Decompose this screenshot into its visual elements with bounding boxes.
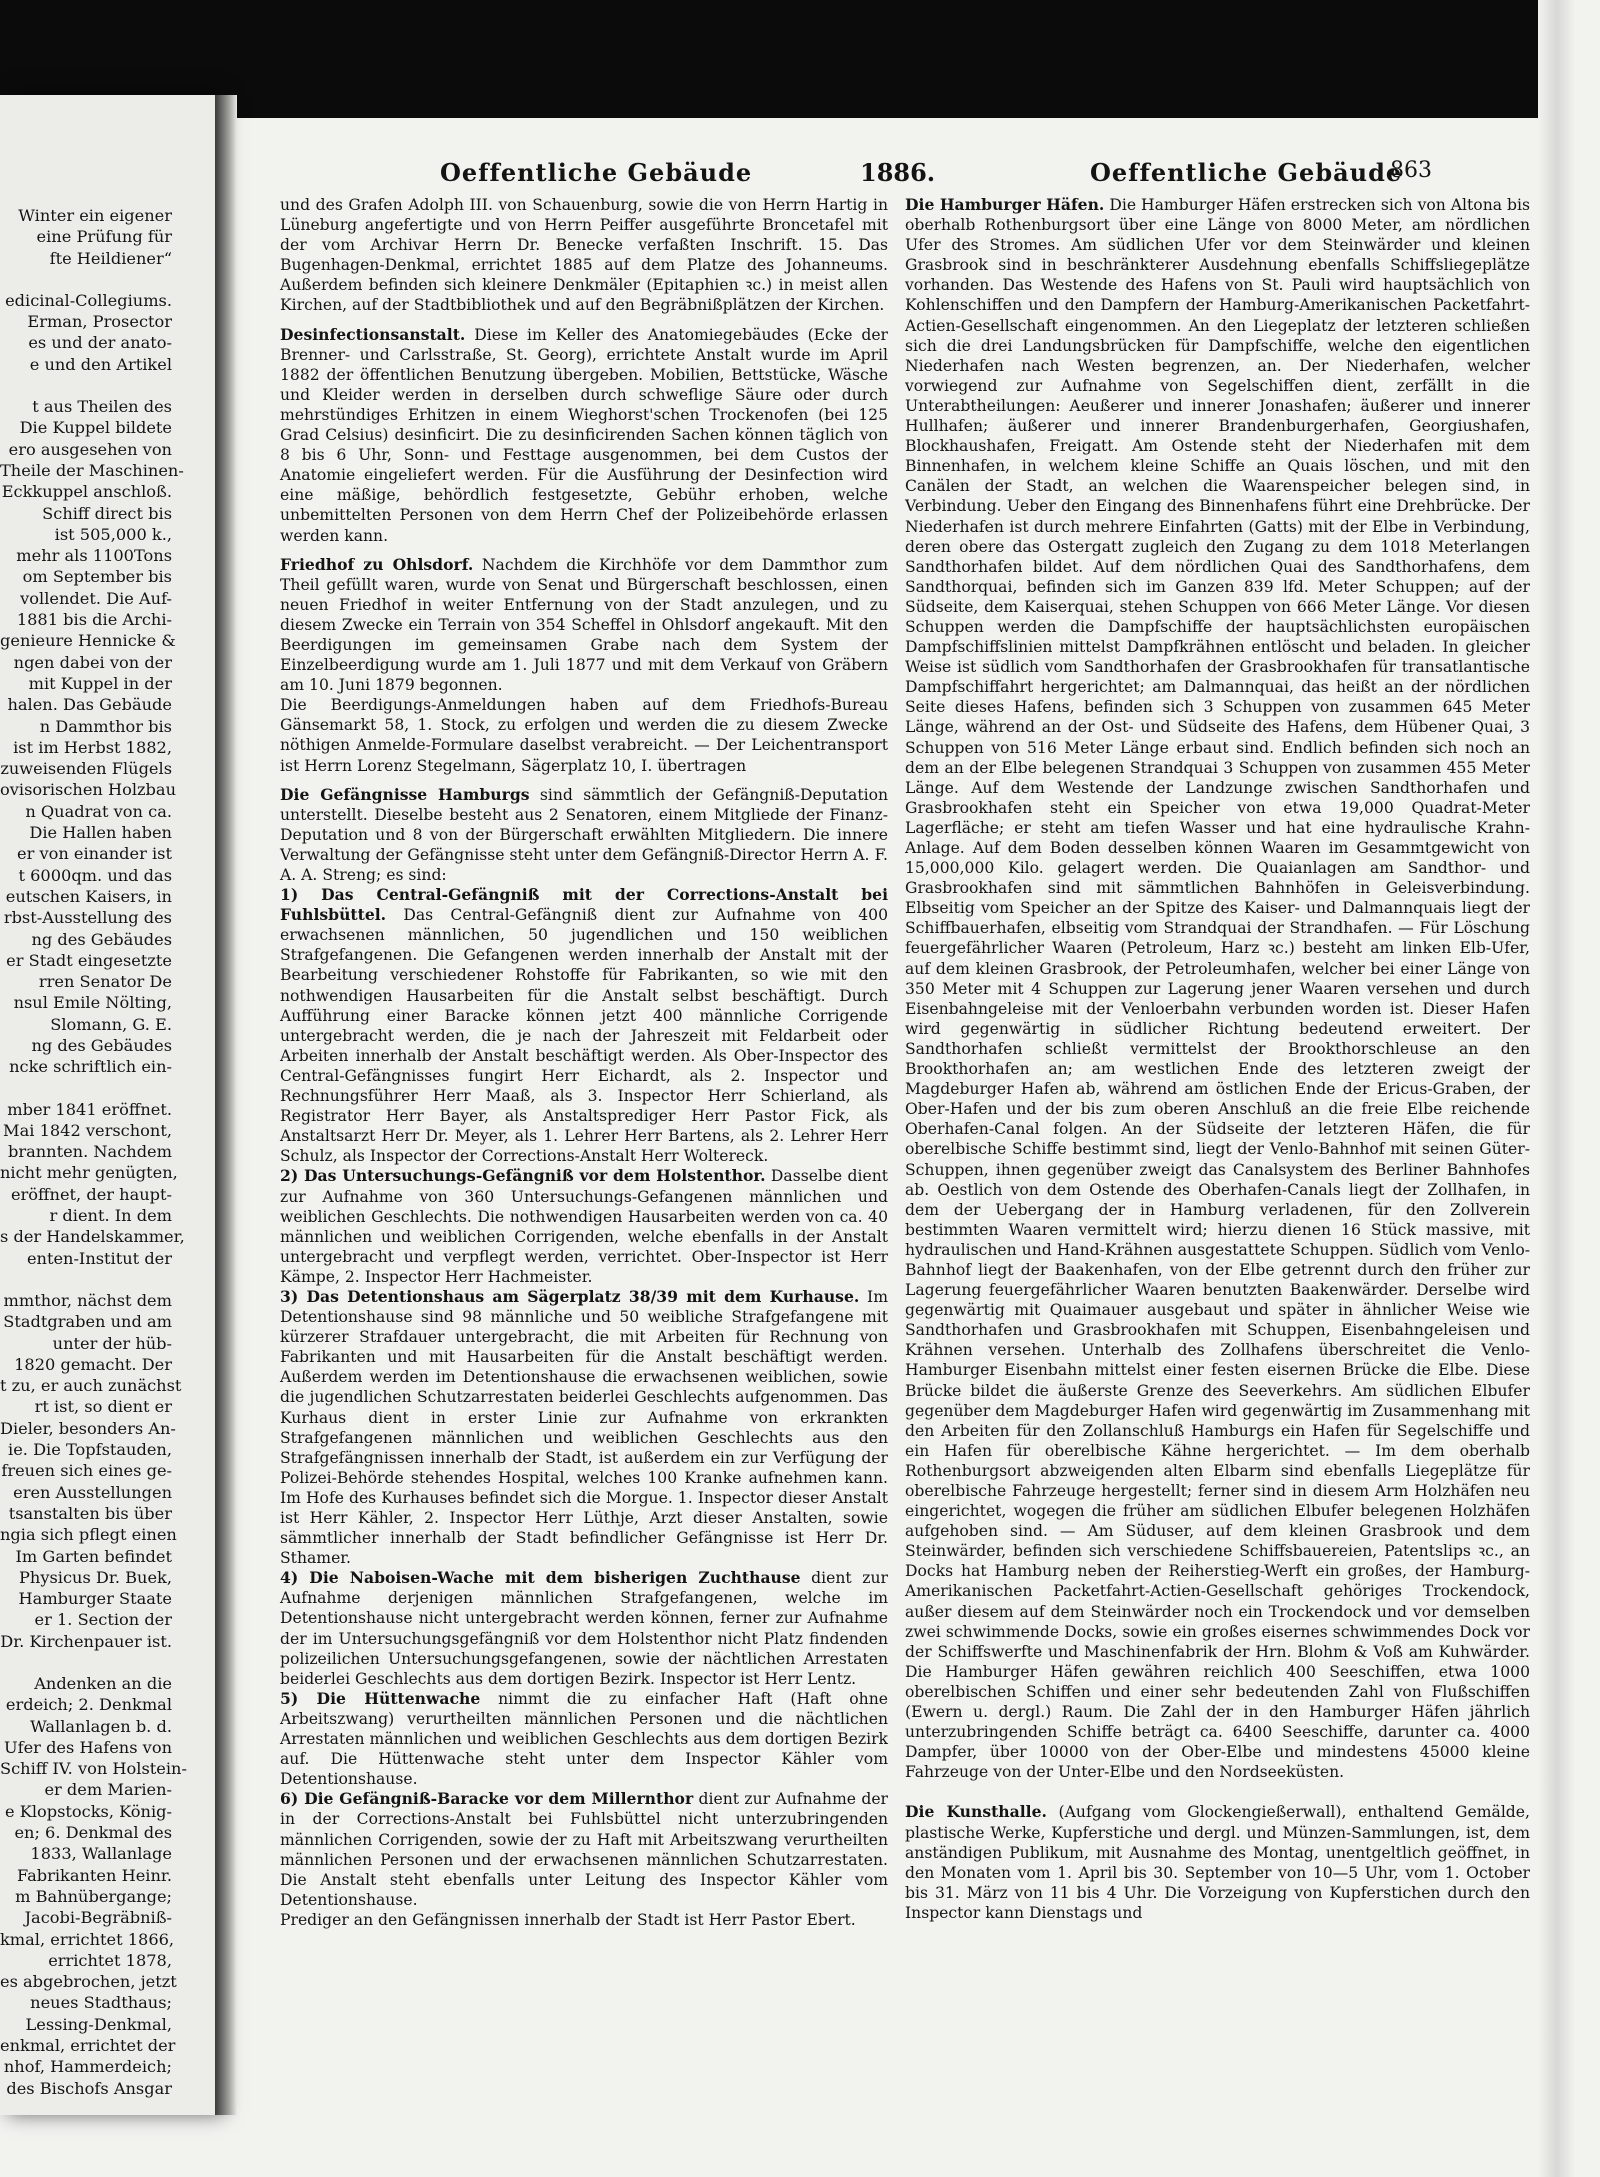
left-page-line: mber 1841 eröffnet. — [7, 1099, 172, 1119]
section-body: sind sämmtlich der Gefängniß-Deputation unterstellt. Dieselbe besteht aus 2 Senatoren, einem Mitgliede der Finanz-Deputation und 8 von der Bürgerschaft erwählten Mitgliedern. Die innere Verwaltung der Gefängnisse steht unter dem Gefängniß-Director Herrn A. F. A. A. Streng; es sind: — [280, 785, 888, 884]
left-page-line: n Dammthor bis — [39, 716, 172, 736]
left-page-line: Schiff direct bis — [42, 503, 172, 523]
left-page-line: ngia sich pflegt einen — [0, 1525, 177, 1545]
left-page-line: er von einander ist — [17, 844, 172, 864]
left-page-line: Slomann, G. E. — [50, 1014, 172, 1034]
left-page-line: eren Ausstellungen — [13, 1482, 172, 1502]
left-page-line: enkmal, errichtet der — [0, 2036, 176, 2056]
gefaengnis-5 — [280, 1689, 888, 1789]
left-page-line: errichtet 1878, — [48, 1950, 172, 1970]
left-page-gap — [0, 269, 215, 290]
item-body: nimmt die zu einfacher Haft (Haft ohne Arbeitszwang) verurtheilten männlichen Personen und die nächtlichen Arrestaten männlichen und weiblichen Geschlechts aus dem dortigen Bezirk auf. Die Hüttenwache steht unter dem Inspector Kähler vom Detentionshause. — [280, 1689, 888, 1789]
left-page-line: es abgebrochen, jetzt — [0, 1972, 177, 1992]
left-page-line: neues Stadthaus; — [30, 1993, 172, 2013]
left-page-line: Die Kuppel bildete — [19, 418, 172, 438]
left-page-line: Physicus Dr. Buek, — [19, 1567, 172, 1587]
left-page-line: ng des Gebäudes — [31, 1035, 172, 1055]
denkmal-continuation: und des Grafen Adolph III. von Schauenburg, sowie die von Herrn Hartig in Lüneburg angefertigte und von Herrn Peiffer ausgeführte Broncetafel mit der vom Archivar Herrn Dr. Benecke verfaßten Inschrift. 15. Das Bugenhagen-Denkmal, errichtet 1885 auf dem Platze des Johanneums. Außerdem befinden sich kleinere Denkmäler (Epitaphien ꝛc.) in meist allen Kirchen, auf der Stadtbibliothek und auf den Begräbnißplätzen der Kirchen. — [280, 196, 888, 315]
friedhof-paragraph — [280, 555, 888, 696]
left-page-line: vollendet. Die Auf- — [20, 588, 172, 608]
left-page-text — [0, 95, 215, 2099]
left-page-line: t 6000qm. und das — [18, 865, 172, 885]
item-body: dient zur Aufnahme der in der Corrections-Anstalt bei Fuhlsbüttel nicht unterzubringenden männlichen Corrigenden, sowie der zu Haft mit Arbeitszwang verurtheilten männlichen Personen und der erwachsenen männlichen Schutzarrestaten. Die Anstalt steht ebenfalls unter Leitung des Inspector Kähler vom Detentionshause. — [280, 1790, 889, 1909]
prediger-paragraph: Prediger an den Gefängnissen innerhalb der Stadt ist Herr Pastor Ebert. — [280, 1910, 856, 1929]
left-page-line: ist im Herbst 1882, — [13, 737, 172, 757]
left-page-gap — [0, 375, 215, 396]
left-page-line: mmthor, nächst dem — [3, 1290, 172, 1310]
left-page-line: ie. Die Topfstauden, — [8, 1440, 172, 1460]
gefaengnis-3 — [280, 1287, 888, 1568]
left-page-line: ngen dabei von der — [13, 652, 172, 672]
left-page-line: edicinal-Collegiums. — [5, 290, 172, 310]
left-page-line: des Bischofs Ansgar — [6, 2078, 172, 2098]
friedhof-paragraph-2: Die Beerdigungs-Anmeldungen haben auf dem Friedhofs-Bureau Gänsemarkt 58, 1. Stock, zu erfolgen und werden die zu diesem Zwecke nöthigen Anmelde-Formulare daselbst verabreicht. — Der Leichentransport ist Herrn Lorenz Stegelmann, Sägerplatz 10, I. übertragen — [280, 696, 888, 775]
left-page-line: r dient. In dem — [49, 1206, 172, 1226]
left-page-line: Mai 1842 verschont, — [3, 1120, 172, 1140]
left-page-line: rren Senator De — [38, 972, 172, 992]
haefen-paragraph — [905, 195, 1530, 1782]
item-body: Im Detentionshause sind 98 männliche und 50 weibliche Strafgefangene mit kürzerer Strafdauer untergebracht, die mit Arbeiten für Rechnung von Fabrikanten und mit Hausarbeiten für die Anstalt beschäftigt werden. Außerdem werden im Detentionshause die erwachsenen weiblichen, sowie die jugendlichen Schutzarrestaten beiderlei Geschlechts aufgenommen. Das Kurhaus dient in erster Linie zur Aufnahme von erkrankten Strafgefangenen männlichen und weiblichen Geschlechts aus den Strafgefängnissen innerhalb der Stadt, ist außerdem ein zur Verfügung der Polizei-Behörde stehendes Hospital, welches 100 Kranke aufnehmen kann. Im Hofe des Kurhauses befindet sich die Morgue. 1. Inspector dieser Anstalt ist Herr Kähler, 2. Inspector Herr Lüthje, Arzt dieser Anstalten, sowie sämmtlicher innerhalb der Stadt befindlicher Gefängnisse ist Herr Dr. Sthamer. — [280, 1287, 889, 1568]
item-body: Dasselbe dient zur Aufnahme von 360 Untersuchungs-Gefangenen männlichen und weiblichen Geschlechts. Die nothwendigen Hausarbeiten werden von ca. 40 männlichen und weiblichen Corrigenden, welche ebenfalls in der Anstalt untergebracht und verpflegt werden, verrichtet. Ober-Inspector ist Herr Kämpe, 2. Inspector Herr Hachmeister. — [280, 1167, 889, 1286]
left-page-line: er 1. Section der — [34, 1610, 172, 1630]
left-page-line: Fabrikanten Heinr. — [16, 1865, 172, 1885]
left-page-line: e Klopstocks, König- — [5, 1801, 172, 1821]
left-page-line: Winter ein eigener — [18, 206, 172, 225]
left-page-line: Stadtgraben und am — [3, 1312, 172, 1332]
left-page-line: enten-Institut der — [26, 1248, 172, 1268]
left-page-line: ero ausgesehen von — [8, 439, 172, 459]
left-page-line: er Stadt eingesetzte — [6, 950, 172, 970]
left-page-line: erdeich; 2. Denkmal — [5, 1695, 172, 1715]
left-page-line: t zu, er auch zunächst — [0, 1376, 182, 1396]
page-header — [270, 158, 1570, 192]
left-page-line: m Bahnübergange; — [15, 1886, 172, 1906]
gefaengnis-2 — [280, 1166, 888, 1287]
left-page-line: er dem Marien- — [44, 1780, 172, 1800]
left-page-line: 1881 bis die Archi- — [16, 610, 172, 630]
section-body: Diese im Keller des Anatomiegebäudes (Ecke der Brenner- und Carlsstraße, St. Georg), errichtete Anstalt wurde im April 1882 der öffentlichen Benutzung übergeben. Mobilien, Bettstücke, Wäsche und Kleider werden in derselben durch schweflige Säure oder durch mehrstündiges Erhitzen in einem Wieghorst'schen Trockenofen (bei 125 Grad Celsius) desinficirt. Die zu desinficirenden Sachen können täglich von 8 bis 6 Uhr, Sonn- und Festtage ausgenommen, bei dem Custos der Anatomie eingeliefert werden. Für die Ausführung der Desinfection wird eine mäßige, behördlich festgesetzte, Gebühr erhoben, welche unbemittelten Personen von dem Herrn Chef der Polizeibehörde erlassen werden kann. — [280, 325, 888, 545]
left-page-line: Wallanlagen b. d. — [30, 1716, 172, 1736]
left-page-line: Schiff IV. von Holstein- — [0, 1759, 187, 1779]
item-heading: 2) Das Untersuchungs-Gefängniß vor dem Holstenthor. — [280, 1166, 766, 1186]
left-page-line: kmal, errichtet 1866, — [0, 1929, 175, 1949]
running-title-left: Oeffentliche Gebäude — [440, 158, 753, 187]
left-page-fragment — [0, 95, 216, 2115]
left-page-line: rbst-Ausstellung des — [3, 908, 172, 928]
left-page-line: Lessing-Denkmal, — [25, 2014, 172, 2034]
left-page-line: ng des Gebäudes — [31, 929, 172, 949]
section-body: Nachdem die Kirchhöfe vor dem Dammthor zum Theil gefüllt waren, wurde von Senat und Bürgerschaft beschlossen, einen neuen Friedhof in weiter Entfernung von der Stadt anzulegen, und zu diesem Zwecke ein Terrain von 354 Scheffel in Ohlsdorf angekauft. Mit den Beerdigungen im gemeinsamen Grabe nach dem System der Einzelbeerdigung wurde am 1. Juli 1877 und mit dem Verkauf von Gräbern am 10. Juni 1879 begonnen. — [280, 555, 888, 695]
item-body: Das Central-Gefängniß dient zur Aufnahme von 400 erwachsenen männlichen, 50 jugendlichen und 150 weiblichen Strafgefangenen. Die Gefangenen werden innerhalb der Anstalt mit der Bearbeitung verschiedener Rohstoffe für Fabrikanten, so wie mit den nothwendigen Hausarbeiten für die Anstalt selbst beschäftigt. Durch Aufführung einer Baracke können jetzt 400 männliche Corrigende untergebracht werden, die je nach der Jahreszeit mit Feldarbeit oder Arbeiten innerhalb der Anstalt beschäftigt werden. Als Ober-Inspector des Central-Gefängnisses fungirt Herr Eichardt, als 2. Inspector und Rechnungsführer Herr Maaß, als 3. Inspector Herr Schierland, als Registrator Herr Bayer, als Anstaltsprediger Herr Pastor Fick, als Anstaltsarzt Herr Dr. Meyer, als 1. Lehrer Herr Bartens, als 2. Lehrer Herr Schulz, als Inspector der Corrections-Anstalt Herr Woltereck. — [280, 906, 888, 1166]
left-page-line: Erman, Prosector — [27, 312, 172, 332]
left-page-line: rt ist, so dient er — [34, 1397, 172, 1417]
left-page-line: freuen sich eines ge- — [1, 1461, 172, 1481]
scan-border-right — [1538, 0, 1600, 2177]
left-page-line: n Quadrat von ca. — [25, 801, 172, 821]
column-left — [280, 195, 888, 1930]
column-right — [905, 195, 1530, 1923]
item-heading: 6) Die Gefängniß-Baracke vor dem Millernthor — [280, 1789, 694, 1809]
book-gutter — [215, 95, 237, 2115]
left-page-line: fte Heildiener“ — [49, 248, 172, 268]
gefaengnis-4 — [280, 1568, 888, 1689]
item-heading: 3) Das Detentionshaus am Sägerplatz 38/39 mit dem Kurhause. — [280, 1286, 860, 1306]
left-page-line: mehr als 1100Tons — [16, 546, 172, 566]
left-page-line: nicht mehr genügten, — [0, 1163, 178, 1183]
left-page-gap — [0, 1269, 215, 1290]
gefaengnis-6 — [280, 1789, 888, 1910]
left-page-gap — [0, 1078, 215, 1099]
left-page-line: ovisorischen Holzbau — [0, 780, 176, 800]
year-label: 1886. — [860, 158, 936, 187]
left-page-line: en; 6. Denkmal des — [14, 1823, 172, 1843]
left-page-line: mit Kuppel in der — [28, 673, 172, 693]
left-page-line: Dr. Kirchenpauer ist. — [0, 1631, 172, 1651]
section-body: Die Hamburger Häfen erstrecken sich von Altona bis oberhalb Rothenburgsort über eine Länge von 8000 Meter, am nördlichen Ufer des Stromes. Am südlichen Ufer vor dem Steinwärder und kleinen Grasbrook sind in beschränkterer Ausdehnung ebenfalls Schiffsliegeplätze vorhanden. Das Westende des Hafens von St. Pauli wird hauptsächlich von Kohlenschiffen und den Dampfern der Hamburg-Amerikanischen Packetfahrt-Actien-Gesellschaft eingenommen. An den Liegeplatz der letzteren schließen sich die drei Landungsbrücken für Dampfschiffe, welche den eigentlichen Niederhafen nach Westen begrenzen, an. Der Niederhafen, welcher vorwiegend zur Aufnahme von Segelschiffen dient, zerfällt in die Unterabtheilungen: Aeußerer und innerer Jonashafen; äußerer und innerer Hullhafen; äußerer und innerer Brandenburgerhafen, Georgiushafen, Blockhaushafen, Freigatt. Am Ostende steht der Niederhafen mit dem Binnenhafen, in welchem kleine Schiffe an Quais löschen, und mit den Canälen der Stadt, an welchen die Waarenspeicher belegen sind, in Verbindung. Ueber den Eingang des Binnenhafens führt eine Drehbrücke. Der Niederhafen ist durch mehrere Einfahrten (Gatts) mit der Elbe in Verbindung, deren obere das Ostergatt zugleich den Zugang zu dem 1018 Meterlangen Sandthorhafen bildet. Auf dem nördlichen Quai des Sandthorhafens, dem Sandthorquai, befinden sich im Ganzen 839 lfd. Meter Schuppen; auf der Südseite, dem Kaiserquai, stehen Schuppen von 666 Meter Länge. Vor diesen Schuppen werden die Dampfschiffe der hauptsächlichsten europäischen Dampfschiffslinien mittelst Dampfkrähnen entlöscht und beladen. In gleicher Weise ist südlich vom Sandthorhafen der Grasbrookhafen für transatlantische Dampfschiffahrt hergerichtet; am Dalmannquai, das heißt an der nördlichen Seite dieses Hafens, befinden sich 3 Schuppen von zusammen 645 Meter Länge, während an der Ost- und Südseite des Hafens, dem Hübener Quai, 3 Schuppen von 516 Meter Länge erbaut sind. Endlich befinden sich noch an dem an der Elbe belegenen Strandquai 3 Schuppen von zusammen 455 Meter Länge. Auf dem Westende der Landzunge zwischen Sandthorhafen und Grasbrookhafen steht ein Speicher von etwa 19,000 Quadrat-Meter Lagerfläche; er steht am tiefen Wasser und hat eine hydraulische Krahn-Anlage. Auf dem Boden desselben können Waaren im Gesammtgewicht von 15,000,000 Kilo. gelagert werden. Die Quaianlagen am Sandthor- und Grasbrookhafen sind mit sämmtlichen Bahnhöfen in Geleisverbindung. Elbseitig vom Speicher an der Spitze des Kaiser- und Dalmannquais liegt der Schiffbauerhafen, elbseitig vom Strandquai der Strandhafen. — Für Löschung feuergefährlicher Waaren (Petroleum, Harz ꝛc.) besteht am linken Elb-Ufer, auf dem kleinen Grasbrook, der Petroleumhafen, welcher bei einer Länge von 350 Meter mit 4 Schuppen zur Lagerung jener Waaren versehen und durch Eisenbahngeleise mit der Venloerbahn verbunden worden ist. Dieser Hafen wird gegenwärtig in südlicher Richtung bedeutend erweitert. Der Sandthorhafen schließt vermittelst der Brookthorschleuse an den Brookthorhafen an; am westlichen Ende des letzteren zweigt der Magdeburger Hafen ab, während am östlichen Ende der Ericus-Graben, der Ober-Hafen und der bis zum oberen Anschluß an die freie Elbe reichende Oberhafen-Canal folgen. An der Südseite der letzteren Häfen, die für oberelbische Schiffe bestimmt sind, liegt der Venlo-Bahnhof mit seinen Güter-Schuppen, ihnen gegenüber zweigt das Canalsystem des Berliner Bahnhofes ab. Oestlich von dem Ostende des Oberhafen-Canals liegt der Zollhafen, in dem der Uebergang der in Hamburg verladenen, für den Zollverein bestimmten Waaren vermittelt wird; hierzu dienen 16 Stück massive, mit hydraulischen und Hand-Krähnen ausgestattete Schuppen. Südlich vom Venlo-Bahnhof liegt der Baakenhafen, von der Elbe getrennt durch den früher zur Lagerung feuergefährlicher Waaren benutzten Baakenwärder. Derselbe wird gegenwärtig mit Quaimauer ausgebaut und später in ähnlicher Weise wie Sandthorhafen und Grasbrookhafen mit Schuppen, Eisenbahngeleisen und Krähnen versehen. Unterhalb des Zollhafens überschreitet die Venlo-Hamburger Eisenbahn mittelst einer festen eisernen Brücke die Elbe. Diese Brücke bildet die äußerste Grenze des Seeverkehrs. Am südlichen Elbufer gegenüber dem Magdeburger Hafen wird gegenwärtig im Zusammenhang mit den Arbeiten für den Zollanschluß Hamburgs ein Hafen für Segelschiffe und ein Hafen für oberelbische Kähne hergerichtet. — Im dem oberhalb Rothenburgsort abzweigenden alten Elbarm sind ebenfalls Liegeplätze für oberelbische Fahrzeuge hergestellt; ferner sind in diesem Arm Holzhäfen neu eingerichtet, wogegen die früher am südlichen Elbufer belegenen Holzhäfen aufgehoben sind. — Am Süduser, auf dem kleinen Grasbrook und dem Steinwärder, befinden sich verschiedene Schiffsbauereien, Patentslips ꝛc., an Docks hat Hamburg neben der Reiherstieg-Werft ein großes, der Hamburg-Amerikanischen Packetfahrt-Actien-Gesellschaft gehöriges Trockendock, außer diesem auf dem Steinwärder noch ein Trockendock und vor demselben zwei schwimmende Docks, sowie ein großes eisernes schwimmendes Dock vor der Schiffswerfte und Maschinenfabrik der Hrn. Blohm & Voß am Kuhwärder. Die Hamburger Häfen gewähren reichlich 400 Seeschiffen, etwa 1000 oberelbischen Schiffen und einer sehr bedeutenden Zahl von Flußschiffen (Ewern u. dergl.) Raum. Die Zahl der in den Hamburger Häfen jährlich unterzubringenden Schiffe beträgt ca. 6400 Seeschiffe, darunter ca. 4000 Dampfer, über 10000 von der Ober-Elbe und mindestens 45000 kleine Fahrzeuge von der Unter-Elbe und den Nordseeküsten. — [905, 196, 1530, 1782]
left-page-gap — [0, 1652, 215, 1673]
gefaengnisse-paragraph — [280, 785, 888, 885]
item-body: dient zur Aufnahme derjenigen männlichen Strafgefangenen, welche im Detentionshause nicht untergebracht werden können, ferner zur Aufnahme der im Untersuchungsgefängniß vor dem Holstenthor nicht Platz findenden polizeilichen Untersuchungsgefangenen, sowie der nächtlichen Arrestaten beiderlei Geschlechts aus dem dortigen Bezirk. Inspector ist Herr Lentz. — [280, 1569, 888, 1688]
left-page-line: Dieler, besonders An- — [0, 1418, 176, 1438]
item-heading: 4) Die Naboisen-Wache mit dem bisherigen Zuchthause — [280, 1568, 801, 1588]
item-heading: 1) Das Central-Gefängniß mit der Corrections-Anstalt bei Fuhlsbüttel. — [280, 885, 888, 925]
left-page-line: ncke schriftlich ein- — [9, 1057, 172, 1077]
scan-border-top — [0, 0, 1600, 118]
left-page-line: Im Garten befindet — [15, 1546, 172, 1566]
section-heading: Die Kunsthalle. — [905, 1802, 1047, 1822]
page-number: 863 — [1390, 158, 1432, 183]
left-page-line: Hamburger Staate — [18, 1589, 172, 1609]
section-heading: Desinfectionsanstalt. — [280, 324, 466, 344]
left-page-line: halen. Das Gebäude — [7, 695, 172, 715]
left-page-line: Ufer des Hafens von — [3, 1737, 172, 1757]
left-page-line: Eckkuppel anschloß. — [1, 482, 172, 502]
left-page-line: nhof, Hammerdeich; — [3, 2057, 172, 2077]
left-page-line: 1820 gemacht. Der — [14, 1354, 172, 1374]
left-page-line: genieure Hennicke & — [0, 631, 176, 651]
left-page-line: s der Handelskammer, — [0, 1227, 185, 1247]
section-heading: Die Gefängnisse Hamburgs — [280, 784, 530, 804]
gefaengnis-1 — [280, 885, 888, 1166]
left-page-line: Theile der Maschinen- — [0, 460, 184, 480]
left-page-line: ist 505,000 k., — [54, 524, 172, 544]
left-page-line: 1833, Wallanlage — [30, 1844, 172, 1864]
left-page-line: Die Hallen haben — [29, 823, 172, 843]
section-heading: Friedhof zu Ohlsdorf. — [280, 554, 474, 574]
left-page-line: nsul Emile Nölting, — [13, 993, 172, 1013]
left-page-line: e und den Artikel — [29, 354, 172, 374]
section-heading: Die Hamburger Häfen. — [905, 195, 1105, 214]
desinfection-paragraph — [280, 325, 888, 546]
left-page-line: eutschen Kaisers, in — [5, 886, 172, 906]
left-page-line: Andenken an die — [34, 1674, 172, 1693]
left-page-line: Jacobi-Begräbniß- — [24, 1908, 172, 1928]
left-page-line: unter der hüb- — [52, 1333, 172, 1353]
left-page-line: zuweisenden Flügels — [0, 759, 172, 779]
left-page-line: brannten. Nachdem — [7, 1142, 172, 1162]
item-heading: 5) Die Hüttenwache — [280, 1688, 481, 1708]
left-page-line: es und der anato- — [28, 333, 172, 353]
kunsthalle-paragraph — [905, 1802, 1530, 1923]
left-page-line: om September bis — [22, 567, 172, 587]
left-page-line: eine Prüfung für — [36, 227, 172, 247]
left-page-line: tsanstalten bis über — [8, 1503, 172, 1523]
running-title-right: Oeffentliche Gebäude — [1090, 158, 1403, 187]
section-body: (Aufgang vom Glockengießerwall), enthaltend Gemälde, plastische Werke, Kupferstiche und dergl. und Münzen-Sammlungen, ist, dem anständigen Publikum, mit Ausnahme des Montag, unentgeltlich geöffnet, in den Monaten vom 1. April bis 30. September von 10—5 Uhr, vom 1. October bis 31. März von 11 bis 4 Uhr. Die Vorzeigung von Kupferstichen durch den Inspector kann Dienstags und — [905, 1803, 1530, 1922]
left-page-line: eröffnet, der haupt- — [10, 1184, 172, 1204]
left-page-line: t aus Theilen des — [32, 397, 172, 417]
